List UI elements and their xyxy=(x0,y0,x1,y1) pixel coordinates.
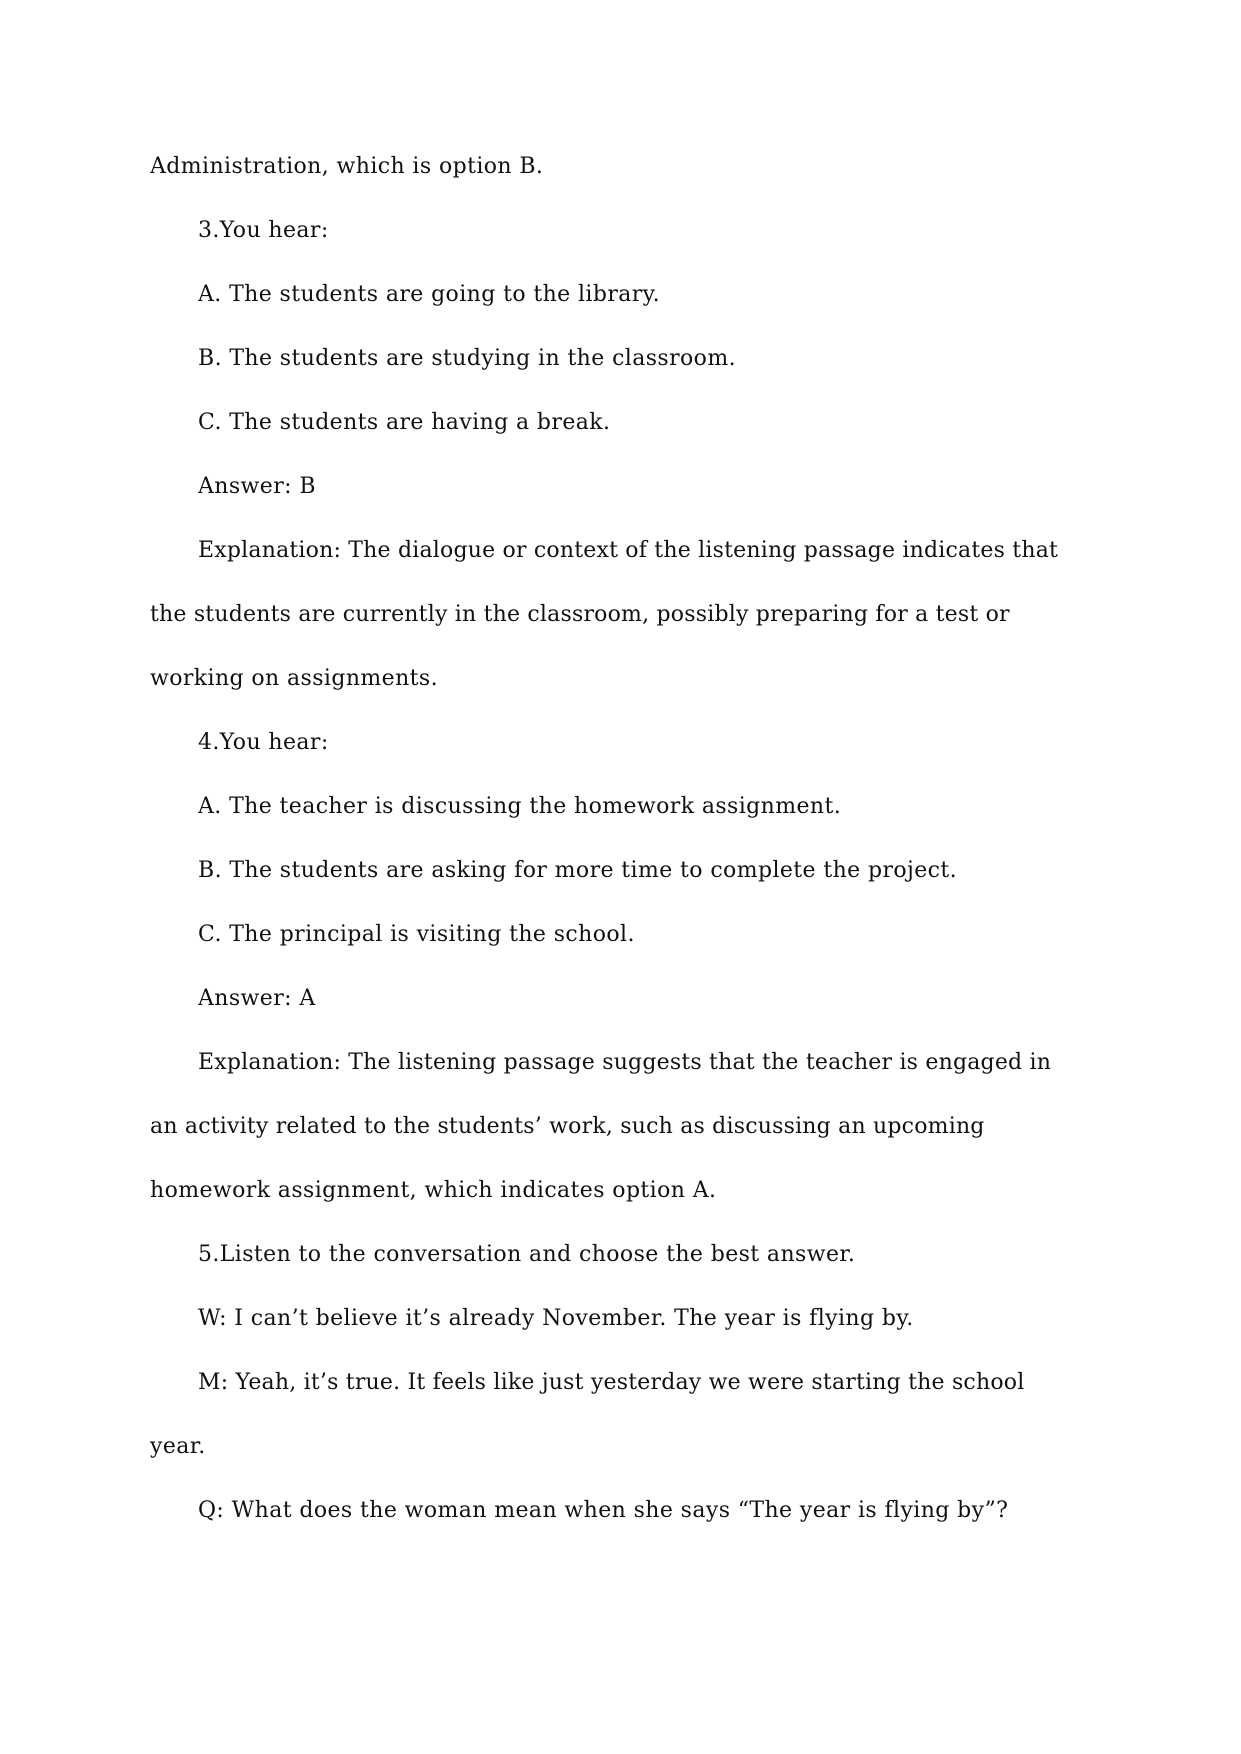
explanation-line: Explanation: The listening passage suggests that the teacher is engaged in xyxy=(198,1050,1052,1075)
option-c: C. The students are having a break. xyxy=(198,410,611,435)
option-c: C. The principal is visiting the school. xyxy=(198,922,635,947)
explanation-line: homework assignment, which indicates option A. xyxy=(150,1178,717,1203)
dialogue-line: year. xyxy=(150,1434,206,1459)
option-b: B. The students are studying in the classroom. xyxy=(198,346,736,371)
explanation-line: working on assignments. xyxy=(150,666,438,691)
answer-line: Answer: A xyxy=(198,986,316,1011)
question-heading: 4.You hear: xyxy=(198,730,329,755)
option-a: A. The teacher is discussing the homework assignment. xyxy=(198,794,842,819)
text-line: Administration, which is option B. xyxy=(150,154,544,179)
option-b: B. The students are asking for more time to complete the project. xyxy=(198,858,958,883)
question-heading: 5.Listen to the conversation and choose the best answer. xyxy=(198,1242,856,1267)
explanation-line: the students are currently in the classroom, possibly preparing for a test or xyxy=(150,602,1010,627)
option-a: A. The students are going to the library. xyxy=(198,282,660,307)
question-heading: 3.You hear: xyxy=(198,218,329,243)
answer-line: Answer: B xyxy=(198,474,316,499)
explanation-line: Explanation: The dialogue or context of the listening passage indicates that xyxy=(198,538,1059,563)
explanation-line: an activity related to the students’ work, such as discussing an upcoming xyxy=(150,1114,985,1139)
dialogue-line: W: I can’t believe it’s already November. The year is flying by. xyxy=(198,1306,914,1331)
question-line: Q: What does the woman mean when she says “The year is flying by”? xyxy=(198,1498,1009,1523)
dialogue-line: M: Yeah, it’s true. It feels like just yesterday we were starting the school xyxy=(198,1370,1025,1395)
